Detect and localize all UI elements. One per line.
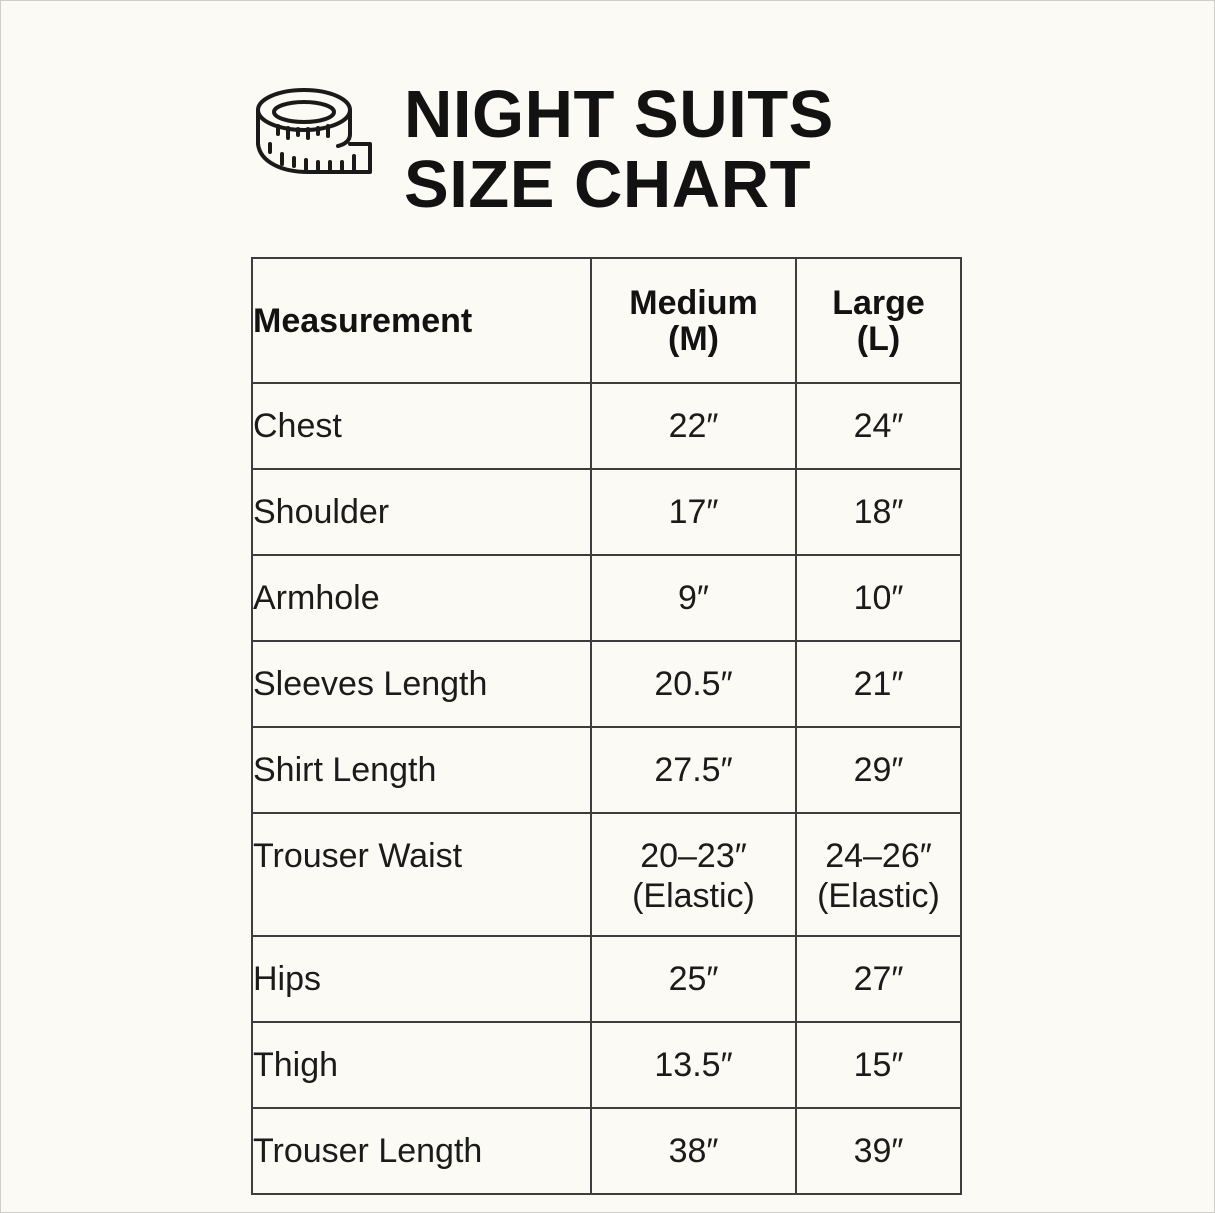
row-label: Trouser Waist: [252, 813, 591, 936]
large-value: [796, 813, 961, 936]
medium-header-line-2: (M): [668, 319, 719, 358]
measurement-header: Measurement: [252, 258, 591, 383]
medium-value: 22″: [591, 383, 796, 469]
table-row: [252, 1022, 961, 1108]
medium-value: 13.5″: [591, 1022, 796, 1108]
medium-header: [591, 258, 796, 383]
row-label: Armhole: [252, 555, 591, 641]
row-label: Hips: [252, 936, 591, 1022]
table-row: [252, 813, 961, 936]
large-value: 18″: [796, 469, 961, 555]
large-value: 39″: [796, 1108, 961, 1194]
table-row: [252, 555, 961, 641]
large-header-line-1: Large: [832, 283, 925, 322]
large-value: 24″: [796, 383, 961, 469]
large-value-range: 24–26″: [825, 837, 932, 875]
table-row: [252, 727, 961, 813]
row-label: Chest: [252, 383, 591, 469]
size-chart-table: [251, 257, 962, 1195]
medium-value: 9″: [591, 555, 796, 641]
large-header-line-2: (L): [856, 319, 901, 358]
medium-value: 17″: [591, 469, 796, 555]
medium-value-range: 20–23″: [640, 837, 747, 875]
title-line-1: NIGHT SUITS: [404, 77, 834, 152]
table-row: [252, 936, 961, 1022]
page-title: [404, 77, 834, 222]
large-value: 15″: [796, 1022, 961, 1108]
title-line-2: SIZE CHART: [404, 147, 811, 222]
medium-value: [591, 813, 796, 936]
table-row: [252, 641, 961, 727]
measuring-tape-icon: [252, 82, 378, 192]
medium-value-note: (Elastic): [632, 877, 755, 915]
medium-value: 38″: [591, 1108, 796, 1194]
medium-header-line-1: Medium: [629, 283, 758, 322]
large-value: 21″: [796, 641, 961, 727]
table-row: [252, 469, 961, 555]
row-label: Shoulder: [252, 469, 591, 555]
large-header: [796, 258, 961, 383]
large-value-note: (Elastic): [817, 877, 940, 915]
table-row: [252, 383, 961, 469]
medium-value: 27.5″: [591, 727, 796, 813]
header: [252, 77, 834, 222]
medium-value: 20.5″: [591, 641, 796, 727]
row-label: Sleeves Length: [252, 641, 591, 727]
table-row: [252, 1108, 961, 1194]
large-value: 27″: [796, 936, 961, 1022]
large-value: 10″: [796, 555, 961, 641]
medium-value: 25″: [591, 936, 796, 1022]
table-header-row: [252, 258, 961, 383]
row-label: Shirt Length: [252, 727, 591, 813]
row-label: Trouser Length: [252, 1108, 591, 1194]
large-value: 29″: [796, 727, 961, 813]
row-label: Thigh: [252, 1022, 591, 1108]
